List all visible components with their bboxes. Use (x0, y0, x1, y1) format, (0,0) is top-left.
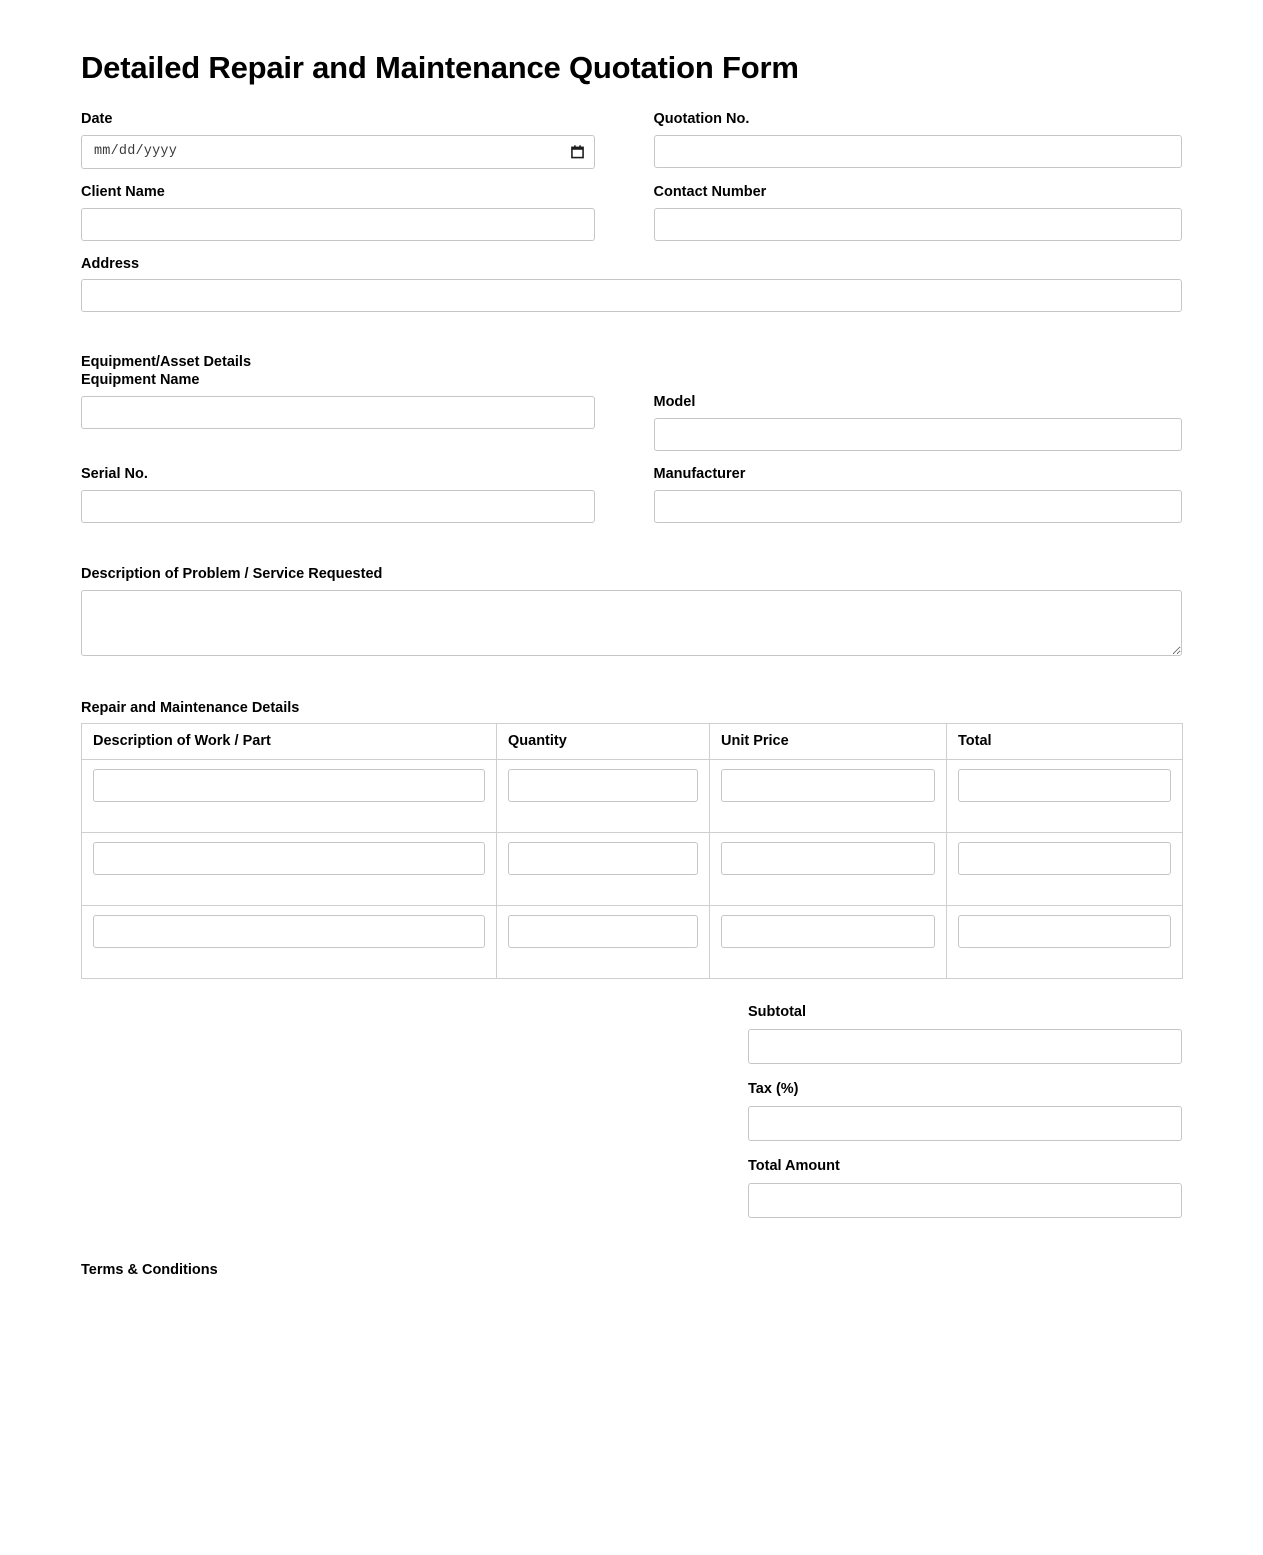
total-amount-field-group (748, 1159, 1182, 1218)
address-label: Address (81, 255, 140, 272)
cell-unit-price (710, 760, 947, 833)
column-header-quantity: Quantity (497, 724, 710, 760)
manufacturer-label: Manufacturer (653, 466, 746, 483)
row-quantity-input[interactable] (508, 915, 698, 948)
row-description-input[interactable] (93, 769, 485, 802)
manufacturer-input[interactable] (654, 490, 1183, 523)
row-client-contact (81, 185, 1182, 257)
row-unit-price-input[interactable] (721, 842, 935, 875)
total-amount-input[interactable] (748, 1183, 1182, 1218)
quotation-no-field-group (632, 112, 1183, 185)
cell-total (947, 760, 1183, 833)
contact-number-label: Contact Number (653, 183, 767, 200)
column-header-description: Description of Work / Part (82, 724, 497, 760)
cell-description (82, 833, 497, 906)
address-field-group (81, 257, 1182, 313)
row-quantity-input[interactable] (508, 769, 698, 802)
terms-section-heading: Terms & Conditions (81, 1262, 218, 1279)
cell-quantity (497, 760, 710, 833)
row-unit-price-input[interactable] (721, 769, 935, 802)
row-serial-manufacturer (81, 467, 1182, 539)
spacer (81, 312, 1182, 354)
client-name-input[interactable] (81, 208, 595, 241)
cell-total (947, 906, 1183, 979)
column-header-unit-price: Unit Price (710, 724, 947, 760)
row-total-input[interactable] (958, 842, 1171, 875)
row-description-input[interactable] (93, 842, 485, 875)
tax-field-group (748, 1082, 1182, 1141)
row-date-quotation (81, 112, 1182, 185)
model-input[interactable] (654, 418, 1183, 451)
contact-number-input[interactable] (654, 208, 1183, 241)
cell-quantity (497, 833, 710, 906)
subtotal-field-group (748, 1005, 1182, 1064)
calendar-icon[interactable] (571, 145, 584, 159)
cell-quantity (497, 906, 710, 979)
total-amount-label: Total Amount (748, 1158, 840, 1175)
table-header-row (82, 724, 1183, 760)
quotation-no-input[interactable] (654, 135, 1183, 168)
row-unit-price-input[interactable] (721, 915, 935, 948)
equipment-name-field-group (81, 373, 632, 467)
manufacturer-field-group (632, 467, 1183, 539)
spacer (81, 539, 1182, 567)
serial-no-input[interactable] (81, 490, 595, 523)
serial-no-field-group (81, 467, 632, 539)
form-content (81, 50, 1182, 1278)
table-row (82, 760, 1183, 833)
subtotal-label: Subtotal (748, 1004, 806, 1021)
model-field-group (632, 373, 1183, 467)
cell-unit-price (710, 906, 947, 979)
equipment-name-label: Equipment Name (81, 372, 200, 389)
table-row (82, 833, 1183, 906)
row-quantity-input[interactable] (508, 842, 698, 875)
row-total-input[interactable] (958, 915, 1171, 948)
table-row (82, 906, 1183, 979)
items-section-heading: Repair and Maintenance Details (81, 700, 300, 717)
row-equipment-model (81, 373, 1182, 467)
model-label: Model (653, 394, 696, 411)
cell-unit-price (710, 833, 947, 906)
date-placeholder-text: mm/dd/yyyy (94, 144, 178, 160)
contact-number-field-group (632, 185, 1183, 257)
column-header-total: Total (947, 724, 1183, 760)
date-field-group (81, 112, 632, 185)
address-input[interactable] (81, 279, 1182, 312)
description-textarea[interactable] (81, 590, 1182, 656)
row-description-input[interactable] (93, 915, 485, 948)
description-label: Description of Problem / Service Requested (81, 566, 383, 583)
row-total-input[interactable] (958, 769, 1171, 802)
serial-no-label: Serial No. (81, 466, 148, 483)
cell-total (947, 833, 1183, 906)
date-label: Date (81, 110, 113, 127)
cell-description (82, 906, 497, 979)
cell-description (82, 760, 497, 833)
equipment-name-input[interactable] (81, 396, 595, 429)
subtotal-input[interactable] (748, 1029, 1182, 1064)
spacer (81, 672, 1182, 700)
client-name-field-group (81, 185, 632, 257)
tax-input[interactable] (748, 1106, 1182, 1141)
quotation-no-label: Quotation No. (653, 110, 750, 127)
page-title: Detailed Repair and Maintenance Quotation Form (81, 50, 799, 85)
equipment-section-heading: Equipment/Asset Details (81, 354, 252, 371)
date-input[interactable] (81, 135, 595, 169)
date-input-wrapper[interactable] (81, 135, 595, 169)
description-field-group (81, 567, 1182, 656)
client-name-label: Client Name (81, 183, 165, 200)
totals-section (748, 1005, 1182, 1218)
repair-items-table (81, 723, 1183, 979)
tax-label: Tax (%) (748, 1081, 799, 1098)
